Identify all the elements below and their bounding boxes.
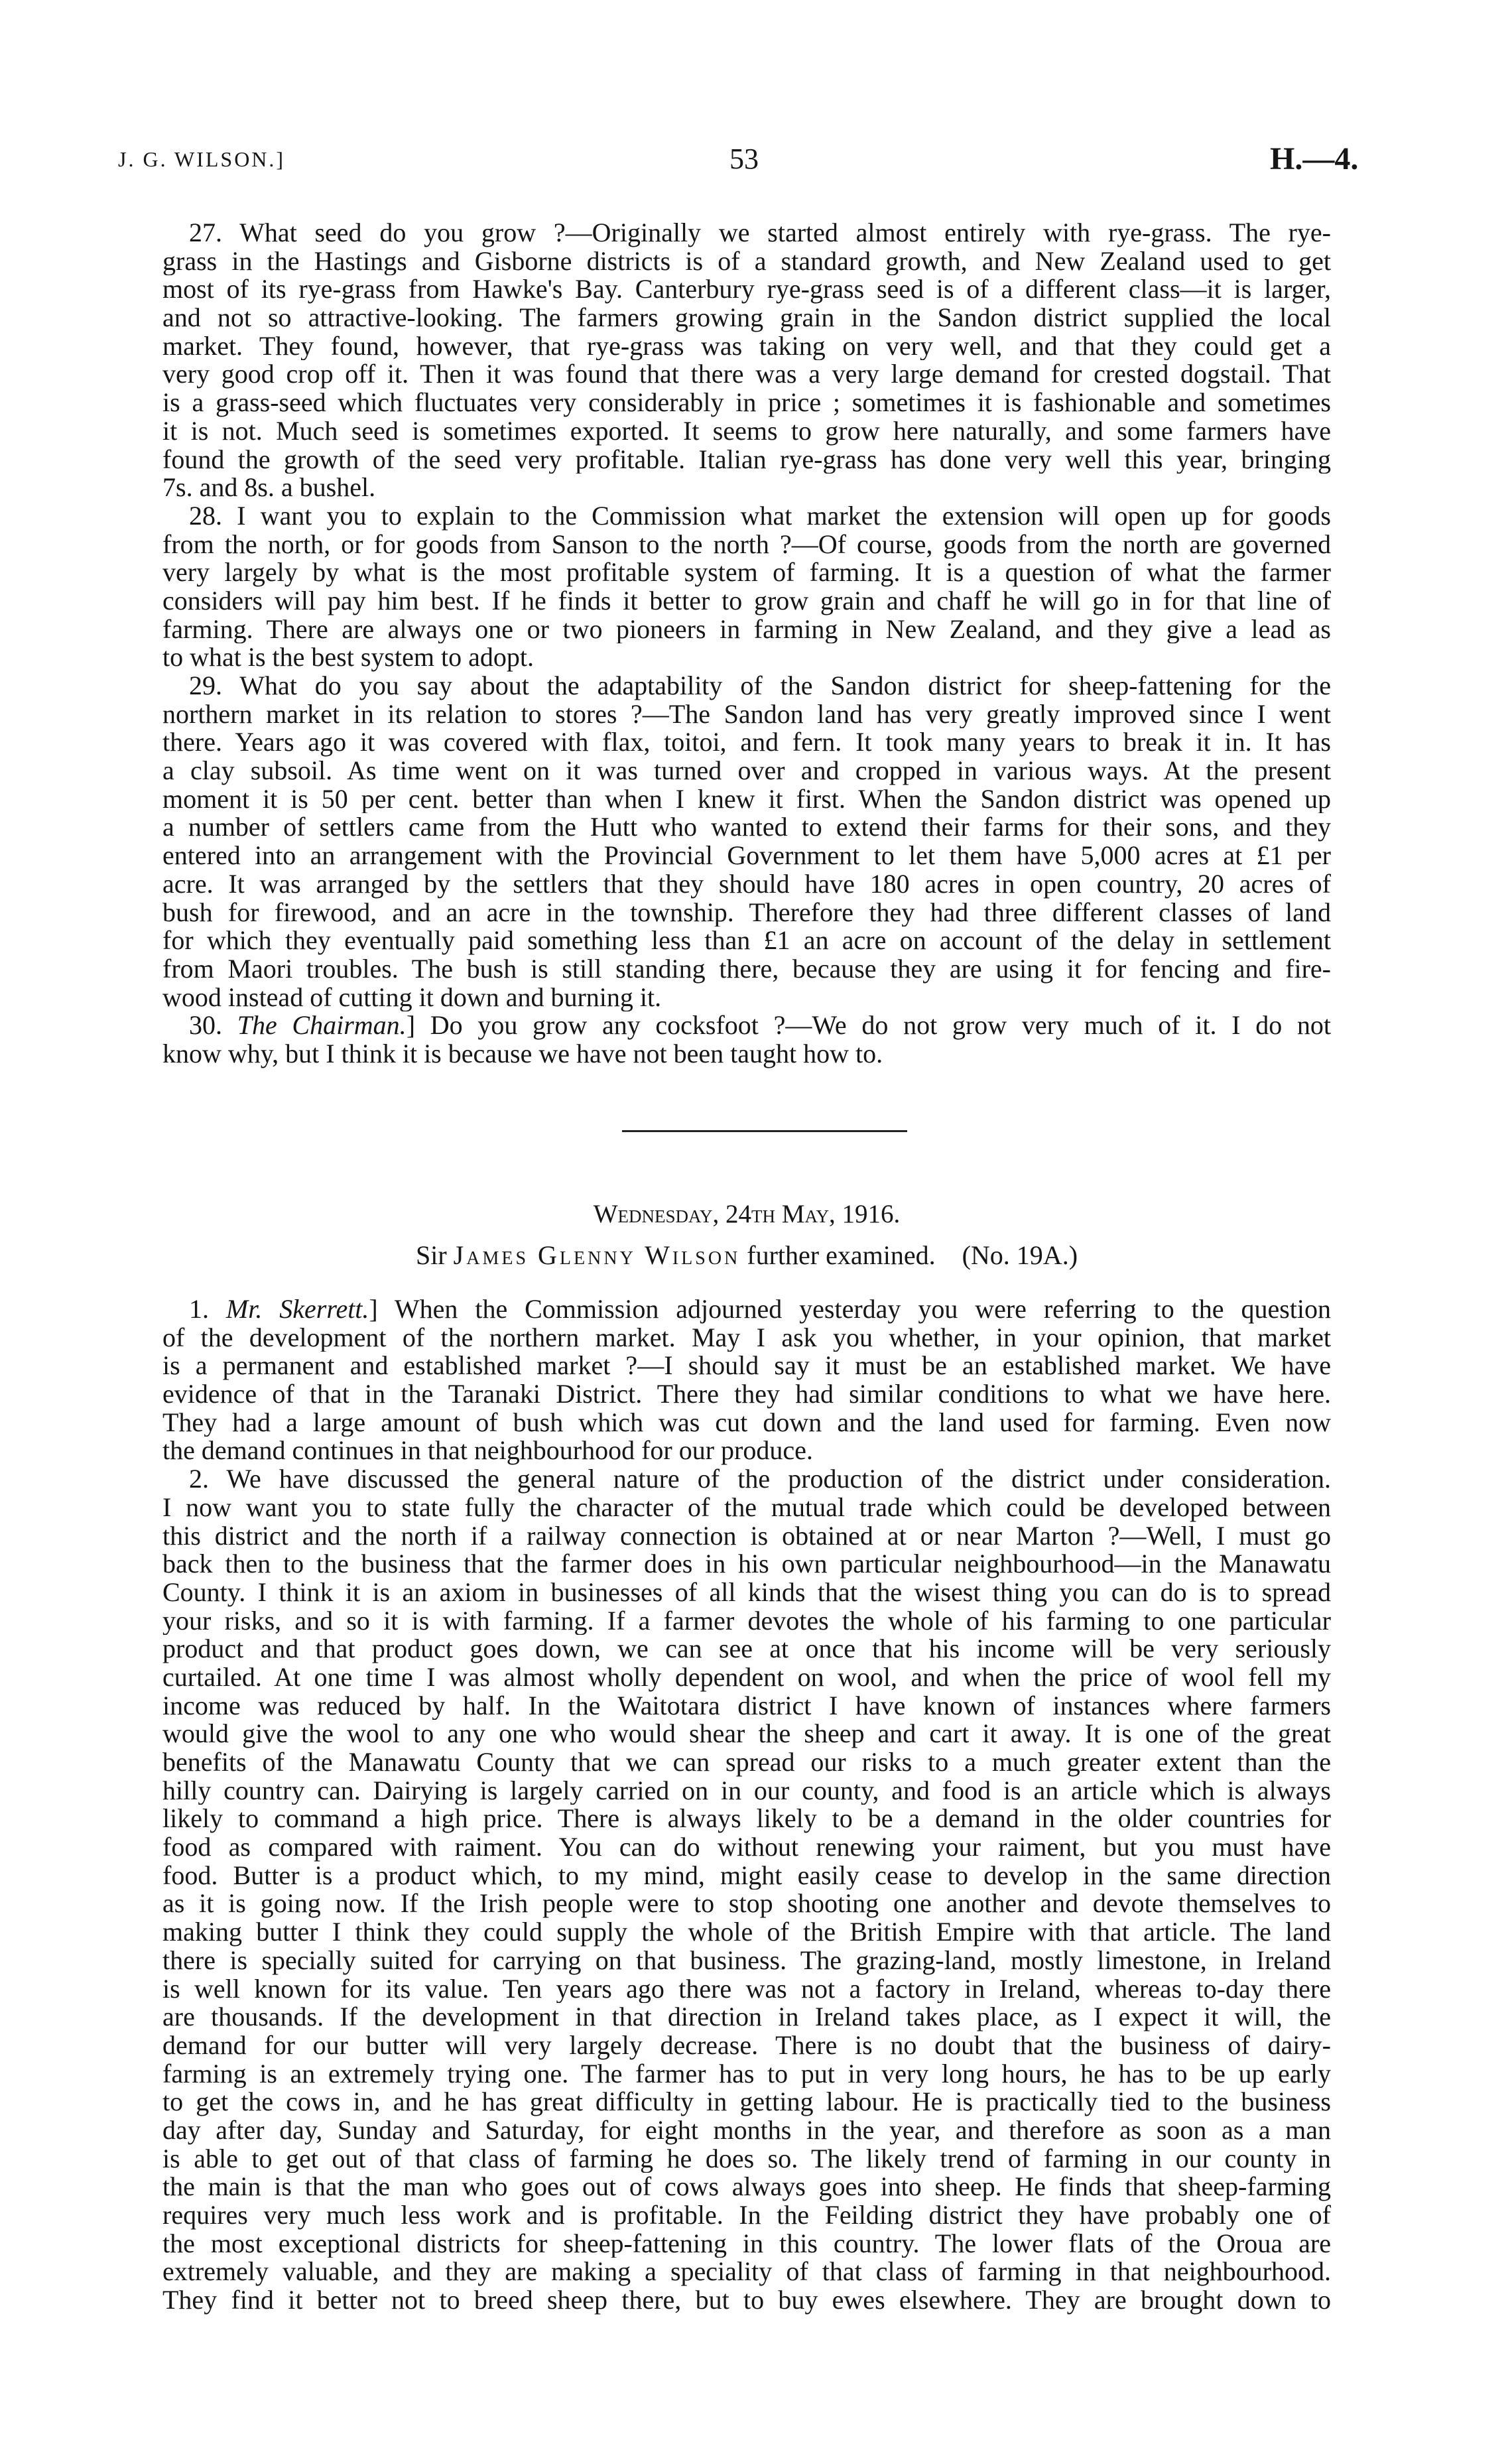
paper-reference: H.—4. xyxy=(1270,141,1359,176)
text-line xyxy=(162,219,1331,247)
text-line xyxy=(162,2060,1331,2089)
line-text: is a permanent and established market ?—I should say it must be an established market. We have xyxy=(162,1352,1331,1381)
line-text: a number of settlers came from the Hutt who wanted to extend their farms for their sons, and they xyxy=(162,813,1331,842)
text-line xyxy=(162,1777,1331,1805)
line-text: found the growth of the seed very profitable. Italian rye-grass has done very well this year, bringing xyxy=(162,445,1331,474)
line-text: We have discussed the general nature of the production of the district under consideration. xyxy=(226,1465,1331,1494)
line-text: from the north, or for goods from Sanson to the north ?—Of course, goods from the north are governed xyxy=(162,530,1331,559)
text-line xyxy=(162,643,1331,672)
line-text: it is not. Much seed is sometimes exported. It seems to grow here naturally, and some farmers have xyxy=(162,417,1331,446)
line-text: the main is that the man who goes out of cows always goes into sheep. He finds that sheep-farming xyxy=(162,2173,1331,2201)
line-text: this district and the north if a railway connection is obtained at or near Marton ?—Well, I must go xyxy=(162,1521,1331,1551)
line-text: very largely by what is the most profitable system of farming. It is a question of what the farmer xyxy=(162,558,1331,587)
text-line xyxy=(162,870,1331,899)
text-line xyxy=(162,757,1331,785)
running-head: J. G. WILSON.] xyxy=(118,147,286,171)
line-text: entered into an arrangement with the Provincial Government to let them have 5,000 acres at £1 per xyxy=(162,842,1331,870)
text-line xyxy=(162,2031,1331,2060)
text-line xyxy=(162,389,1331,417)
witness-reference: (No. 19A.) xyxy=(962,1240,1078,1270)
question-number: 28. xyxy=(189,501,222,531)
text-line xyxy=(162,955,1331,984)
paragraph-2 xyxy=(162,1465,1331,2315)
question-number: 27. xyxy=(189,219,222,247)
paragraph-30 xyxy=(162,1011,1331,1068)
text-line xyxy=(162,984,1331,1012)
line-text: from Maori troubles. The bush is still standing there, because they are using it for fencing and fire- xyxy=(162,954,1331,984)
paragraph-28 xyxy=(162,502,1331,672)
paragraph-27 xyxy=(162,219,1331,502)
line-text: They find it better not to breed sheep there, but to buy ewes elsewhere. They are brought down to xyxy=(162,2286,1331,2315)
text-line xyxy=(162,1380,1331,1409)
witness-honorific: Sir xyxy=(415,1240,447,1270)
line-text: benefits of the Manawatu County that we can spread our risks to a much greater extent than the xyxy=(162,1748,1331,1777)
line-text: know why, but I think it is because we have not been taught how to. xyxy=(162,1039,883,1068)
section-divider-rule xyxy=(622,1130,907,1132)
speaker-name: The Chairman. xyxy=(237,1011,407,1040)
question-number: 30. xyxy=(189,1011,222,1040)
line-text: bush for firewood, and an acre in the township. Therefore they had three different classes of land xyxy=(162,898,1331,927)
text-line xyxy=(162,1833,1331,1862)
line-text: back then to the business that the farmer does in his own particular neighbourhood—in the Manawatu xyxy=(162,1550,1331,1578)
paragraph-29 xyxy=(162,672,1331,1011)
line-text: there. Years ago it was covered with flax, toitoi, and fern. It took many years to break it in. It has xyxy=(162,728,1331,757)
line-text: farming. There are always one or two pioneers in farming in New Zealand, and they give a lead as xyxy=(162,615,1331,644)
text-line xyxy=(162,1975,1331,2004)
witness-line xyxy=(162,1240,1331,1271)
line-text: product and that product goes down, we can see at once that his income will be very seriously xyxy=(162,1635,1331,1663)
line-text: your risks, and so it is with farming. If a farmer devotes the whole of his farming to one particular xyxy=(162,1606,1331,1636)
line-text: as it is going now. If the Irish people were to stop shooting one another and devote themselves to xyxy=(162,1890,1331,1919)
line-text: the demand continues in that neighbourhood for our produce. xyxy=(162,1437,813,1466)
line-text: are thousands. If the development in that direction in Ireland takes place, as I expect it will, the xyxy=(162,2003,1331,2031)
text-line xyxy=(162,2088,1331,2116)
text-line xyxy=(162,417,1331,446)
text-line xyxy=(162,927,1331,955)
text-line xyxy=(162,2201,1331,2230)
line-text: of the development of the northern market. May I ask you whether, in your opinion, that market xyxy=(162,1323,1331,1352)
text-line xyxy=(162,842,1331,870)
question-number: 2. xyxy=(189,1465,209,1494)
line-text: ] When the Commission adjourned yesterday you were referring to the question xyxy=(369,1295,1331,1324)
question-number: 29. xyxy=(189,672,222,700)
text-line xyxy=(162,2230,1331,2258)
question-number: 1. xyxy=(189,1295,209,1324)
line-text: market. They found, however, that rye-grass was taking on very well, and that they could get a xyxy=(162,332,1331,361)
line-text: is a grass-seed which fluctuates very considerably in price ; sometimes it is fashionable and sometimes xyxy=(162,389,1331,417)
line-text: a clay subsoil. As time went on it was turned over and cropped in various ways. At the present xyxy=(162,757,1331,785)
text-line xyxy=(162,899,1331,927)
text-line xyxy=(162,1890,1331,1918)
continued-evidence-section xyxy=(162,219,1331,1068)
text-line xyxy=(162,700,1331,729)
text-line xyxy=(162,502,1331,531)
text-line xyxy=(162,1607,1331,1636)
line-text: acre. It was arranged by the settlers that they should have 180 acres in open country, 20 acres of xyxy=(162,869,1331,899)
line-text: would give the wool to any one who would shear the sheep and cart it away. It is one of the great xyxy=(162,1720,1331,1748)
page-header xyxy=(0,143,1512,176)
line-text: to what is the best system to adopt. xyxy=(162,643,534,672)
line-text: 7s. and 8s. a bushel. xyxy=(162,474,376,502)
line-text: very good crop off it. Then it was found that there was a very large demand for crested dogstail. That xyxy=(162,360,1331,389)
text-line xyxy=(162,247,1331,276)
line-text: moment it is 50 per cent. better than when I knew it first. When the Sandon district was opened up xyxy=(162,785,1331,814)
line-text: is well known for its value. Ten years ago there was not a factory in Ireland, whereas to-day there xyxy=(162,1974,1331,2004)
line-text: likely to command a high price. There is always likely to be a demand in the older countries for xyxy=(162,1805,1331,1834)
text-line xyxy=(162,813,1331,842)
text-line xyxy=(162,1465,1331,1494)
line-text: the most exceptional districts for sheep-fattening in this country. The lower flats of the Oroua are xyxy=(162,2229,1331,2258)
text-line xyxy=(162,1295,1331,1324)
line-text: farming is an extremely trying one. The farmer has to put in very long hours, he has to be up early xyxy=(162,2059,1331,2089)
line-text: evidence of that in the Taranaki District. There they had similar conditions to what we have here. xyxy=(162,1380,1331,1409)
text-line xyxy=(162,474,1331,502)
line-text: ] Do you grow any cocksfoot ?—We do not grow very much of it. I do not xyxy=(406,1011,1331,1040)
line-text: extremely valuable, and they are making a speciality of that class of farming in that neighbourhood. xyxy=(162,2258,1331,2287)
line-text: day after day, Sunday and Saturday, for eight months in the year, and therefore as soon as a man xyxy=(162,2116,1331,2145)
text-line xyxy=(162,1720,1331,1748)
text-line xyxy=(162,1862,1331,1890)
line-text: grass in the Hastings and Gisborne districts is of a standard growth, and New Zealand used to get xyxy=(162,247,1331,276)
text-line xyxy=(162,2173,1331,2201)
text-line xyxy=(162,1692,1331,1720)
text-line xyxy=(162,1550,1331,1578)
witness-name: James Glenny Wilson xyxy=(453,1240,741,1270)
line-text: northern market in its relation to stores ?—The Sandon land has very greatly improved since I went xyxy=(162,700,1331,729)
text-line xyxy=(162,2116,1331,2145)
text-line xyxy=(162,1324,1331,1352)
line-text: there is specially suited for carrying on that business. The grazing-land, mostly limestone, in Ireland xyxy=(162,1946,1331,1975)
line-text: considers will pay him best. If he finds it better to grow grain and chaff he will go in for that line of xyxy=(162,586,1331,615)
text-line xyxy=(162,1578,1331,1607)
line-text: income was reduced by half. In the Waitotara district I have known of instances where farmers xyxy=(162,1691,1331,1720)
line-text: for which they eventually paid something less than £1 an acre on account of the delay in settlement xyxy=(162,927,1331,955)
speaker-name: Mr. Skerrett. xyxy=(225,1295,369,1324)
line-text: food. Butter is a product which, to my mind, might easily cease to develop in the same direction xyxy=(162,1861,1331,1890)
session-date-heading: Wednesday, 24th May, 1916. xyxy=(593,1200,901,1228)
line-text: and not so attractive-looking. The farmers growing grain in the Sandon district supplied the local xyxy=(162,304,1331,332)
evidence-section xyxy=(162,1295,1331,2315)
paragraph-1 xyxy=(162,1295,1331,1465)
line-text: hilly country can. Dairying is largely carried on in our county, and food is an article which is always xyxy=(162,1776,1331,1805)
line-text: County. I think it is an axiom in businesses of all kinds that the wisest thing you can do is to spread xyxy=(162,1578,1331,1607)
line-text: wood instead of cutting it down and burning it. xyxy=(162,983,662,1012)
text-line xyxy=(162,275,1331,304)
text-line xyxy=(162,2003,1331,2031)
line-text: is able to get out of that class of farming he does so. The likely trend of farming in our county in xyxy=(162,2144,1331,2173)
text-line xyxy=(162,672,1331,700)
line-text: I now want you to state fully the character of the mutual trade which could be developed between xyxy=(162,1493,1331,1522)
line-text: requires very much less work and is profitable. In the Feilding district they have probably one of xyxy=(162,2201,1331,2230)
text-line xyxy=(162,1918,1331,1947)
line-text: What seed do you grow ?—Originally we started almost entirely with rye-grass. The rye- xyxy=(239,219,1331,247)
line-text: demand for our butter will very largely decrease. There is no doubt that the business of dairy- xyxy=(162,2031,1331,2060)
text-line xyxy=(162,615,1331,644)
text-line xyxy=(162,1522,1331,1551)
line-text: curtailed. At one time I was almost wholly dependent on wool, and when the price of wool fell my xyxy=(162,1663,1331,1692)
text-line xyxy=(162,2145,1331,2173)
text-line xyxy=(162,1494,1331,1522)
text-line xyxy=(162,1663,1331,1692)
line-text: to get the cows in, and he has great difficulty in getting labour. He is practically tied to the business xyxy=(162,2088,1331,2116)
line-text: food as compared with raiment. You can do without renewing your raiment, but you must have xyxy=(162,1833,1331,1862)
text-line xyxy=(162,360,1331,389)
text-line xyxy=(162,332,1331,361)
line-text: I want you to explain to the Commission what market the extension will open up for goods xyxy=(237,501,1331,531)
text-line xyxy=(162,1437,1331,1465)
page-number: 53 xyxy=(729,143,759,175)
text-line xyxy=(162,304,1331,332)
text-line xyxy=(162,446,1331,474)
text-line xyxy=(162,531,1331,559)
text-line xyxy=(162,1635,1331,1663)
text-line xyxy=(162,1805,1331,1833)
text-line xyxy=(162,587,1331,615)
line-text: most of its rye-grass from Hawke's Bay. Canterbury rye-grass seed is of a different class—it is larger, xyxy=(162,275,1331,304)
line-text: What do you say about the adaptability of the Sandon district for sheep-fattening for the xyxy=(239,672,1331,700)
text-line xyxy=(162,2258,1331,2286)
witness-status: further examined. xyxy=(747,1240,936,1270)
text-line xyxy=(162,785,1331,814)
text-line xyxy=(162,558,1331,587)
line-text: making butter I think they could supply the whole of the British Empire with that article. The land xyxy=(162,1918,1331,1947)
text-line xyxy=(162,1748,1331,1777)
text-line xyxy=(162,1011,1331,1040)
text-line xyxy=(162,2286,1331,2315)
text-line xyxy=(162,1352,1331,1380)
text-line xyxy=(162,1409,1331,1437)
text-line xyxy=(162,1947,1331,1975)
text-line xyxy=(162,728,1331,757)
line-text: They had a large amount of bush which was cut down and the land used for farming. Even now xyxy=(162,1408,1331,1437)
text-line xyxy=(162,1040,1331,1068)
